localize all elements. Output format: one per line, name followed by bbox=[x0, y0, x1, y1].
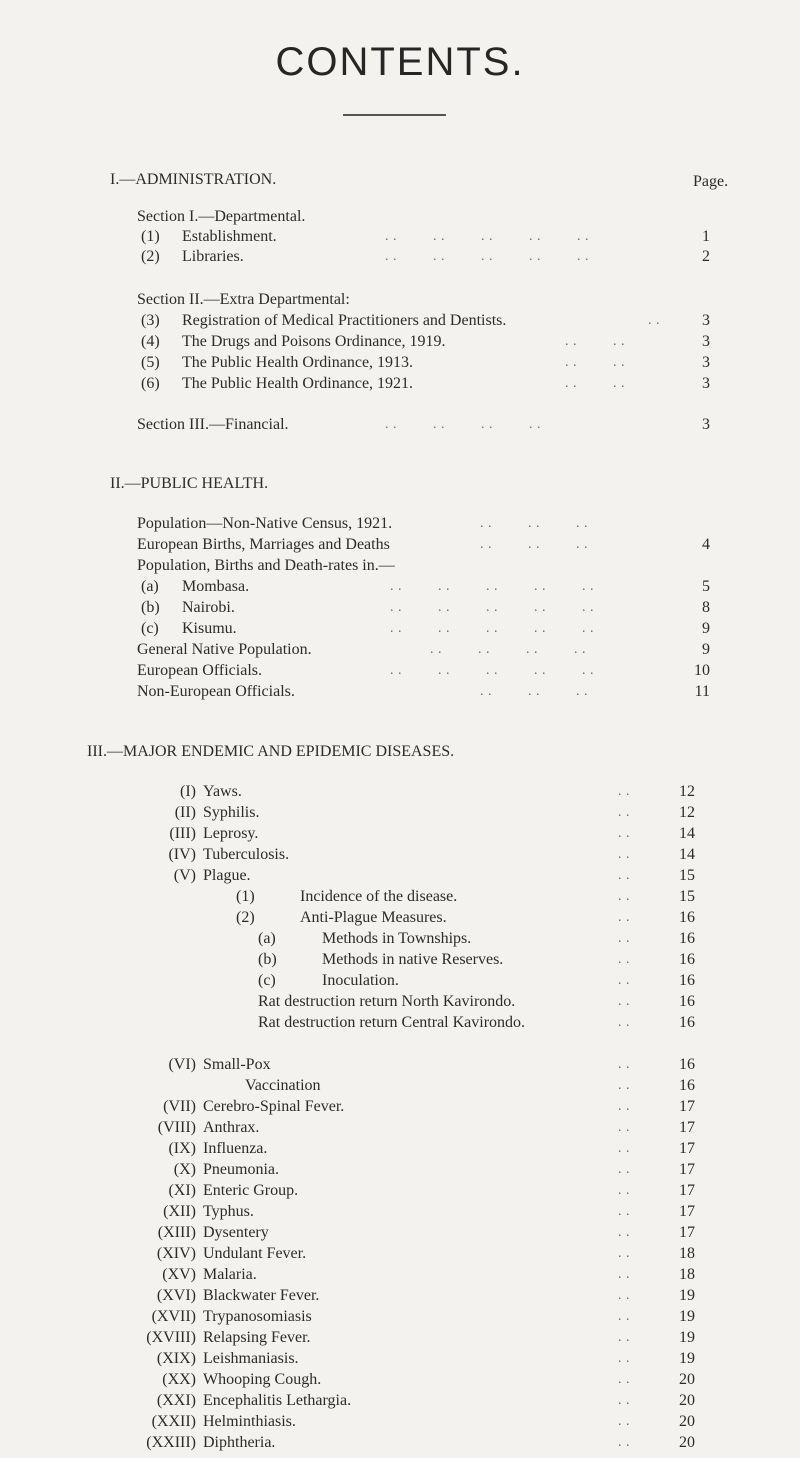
entry-label: Libraries. bbox=[182, 248, 244, 265]
leader-dots: . . bbox=[618, 1099, 630, 1114]
leader-dots: . . bbox=[618, 931, 630, 946]
entry-number: (a) bbox=[258, 930, 276, 947]
entry-number: (II) bbox=[174, 804, 196, 821]
entry-label: European Officials. bbox=[137, 662, 262, 679]
entry-number: (1) bbox=[236, 888, 255, 905]
part-heading-administration: I.—ADMINISTRATION. bbox=[110, 171, 277, 188]
entry-number: (XV) bbox=[162, 1266, 196, 1283]
entry-number: (XX) bbox=[162, 1371, 196, 1388]
entry-page: 4 bbox=[702, 536, 710, 553]
entry-label: Cerebro-Spinal Fever. bbox=[203, 1098, 345, 1115]
entry-label: Typhus. bbox=[203, 1203, 254, 1220]
entry-number: (III) bbox=[169, 825, 196, 842]
leader-dots: . . bbox=[618, 1204, 630, 1219]
leader-dots: . . bbox=[618, 1183, 630, 1198]
leader-dots: . . . . . . . . bbox=[430, 642, 586, 657]
leader-dots: . . bbox=[618, 1246, 630, 1261]
leader-dots: . . . . . . . . . . bbox=[385, 249, 589, 264]
section-heading: Section II.—Extra Departmental: bbox=[137, 291, 350, 308]
leader-dots: . . . . . . . . . . bbox=[390, 621, 594, 636]
entry-page: 14 bbox=[679, 846, 695, 863]
entry-number: (b) bbox=[258, 951, 277, 968]
entry-page: 3 bbox=[702, 312, 710, 329]
entry-label: The Public Health Ordinance, 1913. bbox=[182, 354, 414, 371]
entry-page: 16 bbox=[679, 993, 695, 1010]
leader-dots: . . bbox=[618, 1393, 630, 1408]
entry-page: 20 bbox=[679, 1413, 695, 1430]
leader-dots: . . . . bbox=[565, 355, 625, 370]
entry-label: Population—Non-Native Census, 1921. bbox=[137, 515, 393, 532]
entry-page: 16 bbox=[679, 930, 695, 947]
entry-page: 19 bbox=[679, 1329, 695, 1346]
entry-label: The Drugs and Poisons Ordinance, 1919. bbox=[182, 333, 446, 350]
entry-label: Anthrax. bbox=[203, 1119, 260, 1136]
entry-number: (V) bbox=[173, 867, 196, 884]
entry-label: Vaccination bbox=[245, 1077, 321, 1094]
entry-label: Blackwater Fever. bbox=[203, 1287, 320, 1304]
entry-number: (2) bbox=[236, 909, 255, 926]
entry-number: (X) bbox=[173, 1161, 196, 1178]
entry-number: (XIX) bbox=[156, 1350, 196, 1367]
entry-number: (VI) bbox=[168, 1056, 196, 1073]
leader-dots: . . . . . . bbox=[480, 684, 588, 699]
entry-label: Population, Births and Death-rates in.— bbox=[137, 557, 395, 574]
leader-dots: . . . . . . . . . . bbox=[385, 229, 589, 244]
entry-label: Non-European Officials. bbox=[137, 683, 295, 700]
entry-number: (2) bbox=[141, 248, 160, 265]
leader-dots: . . bbox=[618, 1057, 630, 1072]
entry-page: 16 bbox=[679, 972, 695, 989]
entry-page: 19 bbox=[679, 1308, 695, 1325]
leader-dots: . . . . bbox=[565, 376, 625, 391]
entry-page: 2 bbox=[702, 248, 710, 265]
entry-page: 17 bbox=[679, 1161, 695, 1178]
entry-page: 16 bbox=[679, 909, 695, 926]
entry-page: 20 bbox=[679, 1434, 695, 1451]
entry-label: Diphtheria. bbox=[203, 1434, 276, 1451]
entry-page: 1 bbox=[702, 228, 710, 245]
leader-dots: . . . . . . . . . . bbox=[390, 579, 594, 594]
leader-dots: . . . . . . bbox=[480, 537, 588, 552]
entry-number: (IX) bbox=[168, 1140, 196, 1157]
entry-page: 17 bbox=[679, 1182, 695, 1199]
entry-page: 17 bbox=[679, 1098, 695, 1115]
entry-page: 12 bbox=[679, 804, 695, 821]
entry-label: Malaria. bbox=[203, 1266, 257, 1283]
entry-page: 3 bbox=[702, 416, 710, 433]
entry-page: 18 bbox=[679, 1266, 695, 1283]
entry-label: Methods in native Reserves. bbox=[322, 951, 504, 968]
entry-number: (VIII) bbox=[157, 1119, 196, 1136]
entry-label: Nairobi. bbox=[182, 599, 235, 616]
entry-number: (1) bbox=[141, 228, 160, 245]
entry-label: Trypanosomiasis bbox=[203, 1308, 312, 1325]
entry-page: 8 bbox=[702, 599, 710, 616]
entry-label: Dysentery bbox=[203, 1224, 269, 1241]
leader-dots: . . bbox=[618, 805, 630, 820]
entry-label: The Public Health Ordinance, 1921. bbox=[182, 375, 414, 392]
entry-number: (5) bbox=[141, 354, 160, 371]
entry-label: Encephalitis Lethargia. bbox=[203, 1392, 352, 1409]
entry-number: (XIII) bbox=[157, 1224, 196, 1241]
entry-page: 20 bbox=[679, 1371, 695, 1388]
entry-label: General Native Population. bbox=[137, 641, 312, 658]
entry-page: 17 bbox=[679, 1203, 695, 1220]
entry-label: Mombasa. bbox=[182, 578, 250, 595]
leader-dots: . . bbox=[618, 868, 630, 883]
entry-number: (XVI) bbox=[156, 1287, 196, 1304]
entry-label: European Births, Marriages and Deaths bbox=[137, 536, 390, 553]
entry-page: 15 bbox=[679, 888, 695, 905]
entry-label: Pneumonia. bbox=[203, 1161, 279, 1178]
entry-number: (c) bbox=[258, 972, 276, 989]
entry-label: Helminthiasis. bbox=[203, 1413, 296, 1430]
entry-page: 3 bbox=[702, 333, 710, 350]
entry-label: Relapsing Fever. bbox=[203, 1329, 311, 1346]
leader-dots: . . . . . . . . . . bbox=[390, 600, 594, 615]
entry-label: Leprosy. bbox=[203, 825, 259, 842]
leader-dots: . . bbox=[618, 847, 630, 862]
leader-dots: . . bbox=[618, 784, 630, 799]
entry-number: (XXI) bbox=[156, 1392, 196, 1409]
entry-label: Rat destruction return Central Kavirondo. bbox=[258, 1014, 526, 1031]
leader-dots: . . bbox=[618, 1288, 630, 1303]
entry-page: 11 bbox=[694, 683, 710, 700]
leader-dots: . . bbox=[618, 1162, 630, 1177]
entry-page: 17 bbox=[679, 1140, 695, 1157]
entry-page: 12 bbox=[679, 783, 695, 800]
entry-page: 16 bbox=[679, 1077, 695, 1094]
entry-number: (4) bbox=[141, 333, 160, 350]
entry-number: (I) bbox=[180, 783, 196, 800]
entry-label: Small-Pox bbox=[203, 1056, 271, 1073]
entry-label: Plague. bbox=[203, 867, 251, 884]
entry-label: Syphilis. bbox=[203, 804, 260, 821]
entry-page: 16 bbox=[679, 951, 695, 968]
entry-label: Anti-Plague Measures. bbox=[300, 909, 447, 926]
page-title: CONTENTS. bbox=[275, 40, 525, 84]
leader-dots: . . . . . . . . . . bbox=[390, 663, 594, 678]
entry-page: 18 bbox=[679, 1245, 695, 1262]
leader-dots: . . bbox=[618, 826, 630, 841]
leader-dots: . . bbox=[618, 973, 630, 988]
entry-number: (c) bbox=[141, 620, 159, 637]
entry-page: 14 bbox=[679, 825, 695, 842]
part-heading-public-health: II.—PUBLIC HEALTH. bbox=[110, 475, 269, 492]
leader-dots: . . bbox=[618, 1330, 630, 1345]
entry-page: 9 bbox=[702, 641, 710, 658]
section-heading: Section III.—Financial. bbox=[137, 416, 289, 433]
entry-page: 17 bbox=[679, 1224, 695, 1241]
entry-number: (XVIII) bbox=[146, 1329, 196, 1346]
entry-label: Whooping Cough. bbox=[203, 1371, 322, 1388]
entry-number: (XXII) bbox=[151, 1413, 196, 1430]
part-heading-diseases: III.—MAJOR ENDEMIC AND EPIDEMIC DISEASES. bbox=[87, 743, 455, 760]
entry-label: Enteric Group. bbox=[203, 1182, 299, 1199]
entry-page: 3 bbox=[702, 354, 710, 371]
entry-page: 15 bbox=[679, 867, 695, 884]
entry-page: 19 bbox=[679, 1350, 695, 1367]
entry-number: (XI) bbox=[168, 1182, 196, 1199]
leader-dots: . . bbox=[618, 1120, 630, 1135]
leader-dots: . . bbox=[618, 1372, 630, 1387]
entry-number: (XII) bbox=[163, 1203, 196, 1220]
entry-page: 20 bbox=[679, 1392, 695, 1409]
leader-dots: . . bbox=[618, 1141, 630, 1156]
entry-number: (3) bbox=[141, 312, 160, 329]
entry-number: (XXIII) bbox=[146, 1434, 196, 1451]
entry-number: (6) bbox=[141, 375, 160, 392]
entry-label: Undulant Fever. bbox=[203, 1245, 307, 1262]
entry-label: Kisumu. bbox=[182, 620, 237, 637]
entry-page: 16 bbox=[679, 1014, 695, 1031]
page-column-label: Page. bbox=[693, 173, 729, 190]
entry-page: 16 bbox=[679, 1056, 695, 1073]
entry-label: Yaws. bbox=[203, 783, 242, 800]
leader-dots: . . bbox=[618, 1015, 630, 1030]
entry-number: (XVII) bbox=[151, 1308, 196, 1325]
title-underline bbox=[343, 114, 446, 116]
leader-dots: . . . . . . . . bbox=[385, 417, 541, 432]
entry-page: 3 bbox=[702, 375, 710, 392]
entry-number: (IV) bbox=[168, 846, 196, 863]
leader-dots: . . bbox=[618, 994, 630, 1009]
leader-dots: . . bbox=[618, 1225, 630, 1240]
leader-dots: . . bbox=[618, 889, 630, 904]
entry-page: 19 bbox=[679, 1287, 695, 1304]
entry-number: (VII) bbox=[163, 1098, 196, 1115]
leader-dots: . . bbox=[618, 1267, 630, 1282]
entry-number: (XIV) bbox=[156, 1245, 196, 1262]
leader-dots: . . . . bbox=[565, 334, 625, 349]
entry-label: Influenza. bbox=[203, 1140, 268, 1157]
entry-label: Registration of Medical Practitioners and Dentists. bbox=[182, 312, 507, 329]
section-heading: Section I.—Departmental. bbox=[137, 208, 306, 225]
entry-page: 5 bbox=[702, 578, 710, 595]
entry-page: 10 bbox=[694, 662, 710, 679]
entry-page: 17 bbox=[679, 1119, 695, 1136]
leader-dots: . . bbox=[618, 1351, 630, 1366]
entry-label: Rat destruction return North Kavirondo. bbox=[258, 993, 516, 1010]
leader-dots: . . . . . . bbox=[480, 516, 588, 531]
entry-label: Establishment. bbox=[182, 228, 277, 245]
leader-dots: . . bbox=[618, 952, 630, 967]
entry-page: 9 bbox=[702, 620, 710, 637]
entry-label: Tuberculosis. bbox=[203, 846, 290, 863]
entry-label: Leishmaniasis. bbox=[203, 1350, 299, 1367]
leader-dots: . . bbox=[618, 1435, 630, 1450]
leader-dots: . . bbox=[648, 313, 660, 328]
leader-dots: . . bbox=[618, 1078, 630, 1093]
entry-label: Incidence of the disease. bbox=[300, 888, 458, 905]
entry-number: (b) bbox=[141, 599, 160, 616]
entry-label: Inoculation. bbox=[322, 972, 399, 989]
leader-dots: . . bbox=[618, 1309, 630, 1324]
leader-dots: . . bbox=[618, 1414, 630, 1429]
entry-number: (a) bbox=[141, 578, 159, 595]
leader-dots: . . bbox=[618, 910, 630, 925]
entry-label: Methods in Townships. bbox=[322, 930, 472, 947]
